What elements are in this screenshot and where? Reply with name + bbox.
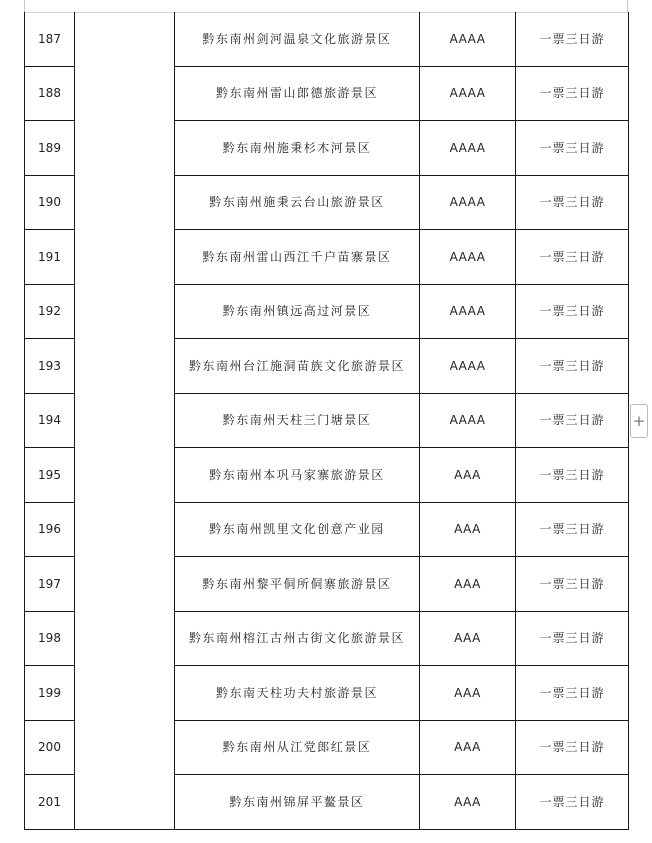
scenic-spot-name-cell: 黔东南州施秉杉木河景区	[175, 121, 420, 176]
ticket-type-cell: 一票三日游	[516, 557, 629, 612]
scenic-spot-name-cell: 黔东南州剑河温泉文化旅游景区	[175, 12, 420, 66]
page-margin-mark-left	[24, 0, 25, 12]
scenic-spot-name-cell: 黔东南州施秉云台山旅游景区	[175, 175, 420, 230]
row-number-cell: 196	[25, 502, 75, 557]
ticket-type-cell: 一票三日游	[516, 448, 629, 503]
grade-cell: AAAA	[420, 230, 516, 285]
row-number-cell: 199	[25, 666, 75, 721]
scenic-spot-name-cell: 黔东南州镇远高过河景区	[175, 284, 420, 339]
page-margin-mark-right	[627, 0, 628, 12]
grade-cell: AAAA	[420, 339, 516, 394]
ticket-type-cell: 一票三日游	[516, 12, 629, 66]
ticket-type-cell: 一票三日游	[516, 66, 629, 121]
row-number-cell: 197	[25, 557, 75, 612]
grade-cell: AAA	[420, 720, 516, 775]
ticket-type-cell: 一票三日游	[516, 775, 629, 830]
row-number-cell: 200	[25, 720, 75, 775]
ticket-type-cell: 一票三日游	[516, 611, 629, 666]
row-number-cell: 201	[25, 775, 75, 830]
grade-cell: AAAA	[420, 393, 516, 448]
scenic-spot-name-cell: 黔东南州雷山郎德旅游景区	[175, 66, 420, 121]
row-number-cell: 191	[25, 230, 75, 285]
ticket-type-cell: 一票三日游	[516, 502, 629, 557]
ticket-type-cell: 一票三日游	[516, 720, 629, 775]
ticket-type-cell: 一票三日游	[516, 175, 629, 230]
plus-icon: +	[632, 412, 646, 430]
grade-cell: AAA	[420, 557, 516, 612]
grade-cell: AAAA	[420, 121, 516, 176]
grade-cell: AAAA	[420, 284, 516, 339]
row-number-cell: 187	[25, 12, 75, 66]
scenic-spot-name-cell: 黔东南州雷山西江千户苗寨景区	[175, 230, 420, 285]
scenic-spot-name-cell: 黔东南天柱功夫村旅游景区	[175, 666, 420, 721]
grade-cell: AAAA	[420, 175, 516, 230]
row-number-cell: 188	[25, 66, 75, 121]
scenic-spot-name-cell: 黔东南州凯里文化创意产业园	[175, 502, 420, 557]
scenic-spot-table	[24, 12, 629, 830]
grade-cell: AAA	[420, 448, 516, 503]
row-number-cell: 194	[25, 393, 75, 448]
scenic-spot-name-cell: 黔东南州榕江古州古街文化旅游景区	[175, 611, 420, 666]
table-body	[25, 12, 629, 829]
row-number-cell: 198	[25, 611, 75, 666]
grade-cell: AAAA	[420, 12, 516, 66]
grade-cell: AAAA	[420, 66, 516, 121]
scenic-spot-name-cell: 黔东南州锦屏平鳌景区	[175, 775, 420, 830]
grade-cell: AAA	[420, 502, 516, 557]
add-row-button[interactable]	[630, 404, 648, 438]
grade-cell: AAA	[420, 775, 516, 830]
ticket-type-cell: 一票三日游	[516, 284, 629, 339]
row-number-cell: 193	[25, 339, 75, 394]
ticket-type-cell: 一票三日游	[516, 339, 629, 394]
region-merged-cell	[75, 12, 175, 829]
row-number-cell: 189	[25, 121, 75, 176]
row-number-cell: 195	[25, 448, 75, 503]
scenic-spot-name-cell: 黔东南州从江党郎红景区	[175, 720, 420, 775]
ticket-type-cell: 一票三日游	[516, 666, 629, 721]
table-row	[25, 12, 629, 66]
ticket-type-cell: 一票三日游	[516, 393, 629, 448]
scenic-spot-name-cell: 黔东南州台江施洞苗族文化旅游景区	[175, 339, 420, 394]
ticket-type-cell: 一票三日游	[516, 230, 629, 285]
row-number-cell: 190	[25, 175, 75, 230]
scenic-spot-name-cell: 黔东南州天柱三门塘景区	[175, 393, 420, 448]
ticket-type-cell: 一票三日游	[516, 121, 629, 176]
scenic-spot-name-cell: 黔东南州本巩马家寨旅游景区	[175, 448, 420, 503]
row-number-cell: 192	[25, 284, 75, 339]
grade-cell: AAA	[420, 666, 516, 721]
grade-cell: AAA	[420, 611, 516, 666]
scenic-spot-name-cell: 黔东南州黎平侗所侗寨旅游景区	[175, 557, 420, 612]
